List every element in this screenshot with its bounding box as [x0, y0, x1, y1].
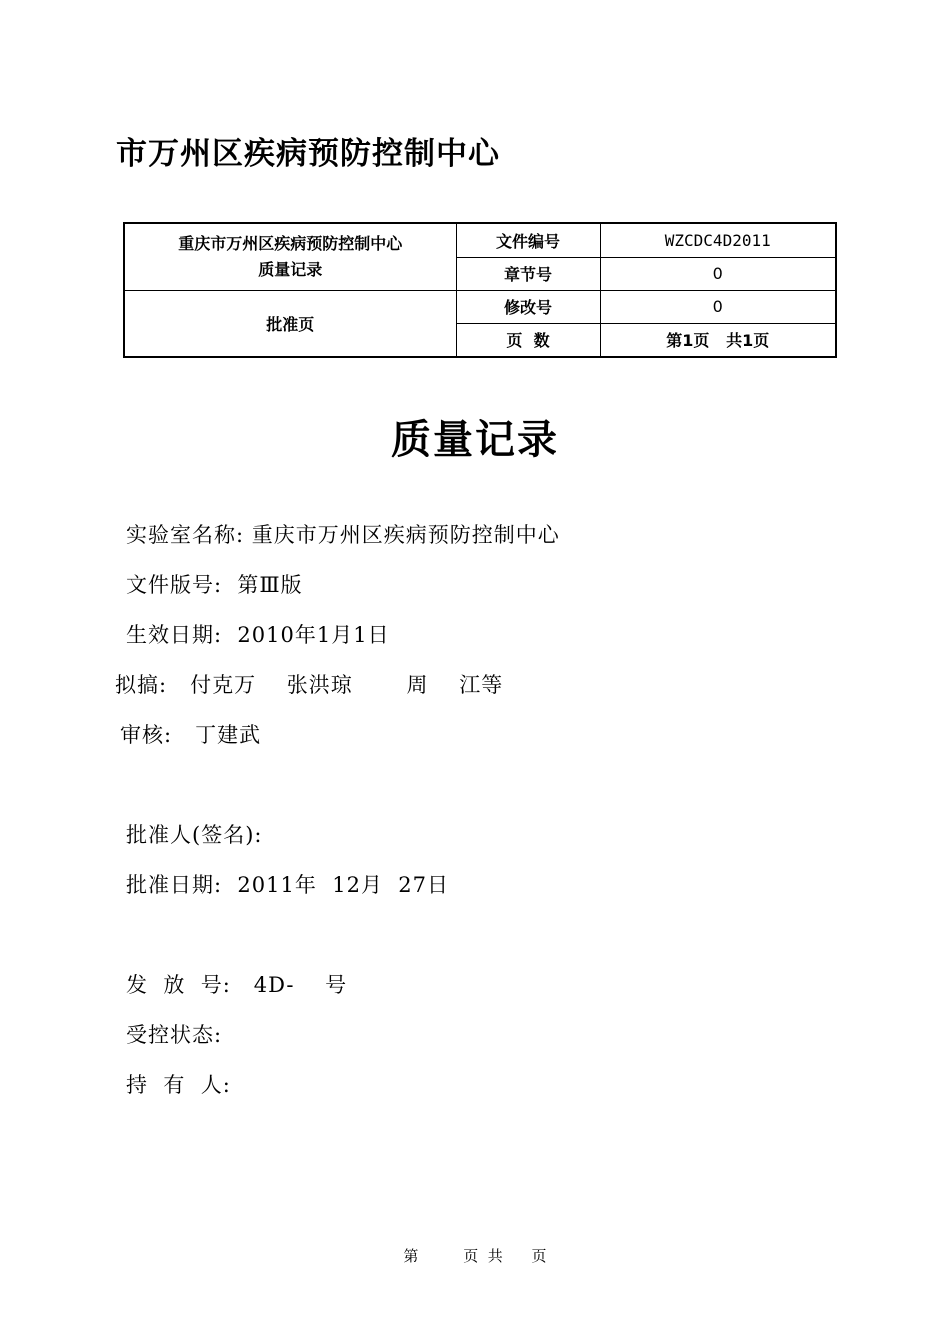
- header-value-file-number: WZCDC4D2011: [600, 223, 836, 257]
- field-control-status: 受控状态:: [126, 1023, 223, 1047]
- footer-page-of: 页 共: [463, 1247, 503, 1265]
- field-approver-signature: 批准人(签名):: [126, 823, 263, 847]
- header-org-cell: [124, 223, 456, 290]
- document-title: 质量记录: [391, 417, 559, 463]
- field-drafted-by: 拟搞: 付克万 张洪琼 周 江等: [115, 673, 504, 697]
- footer-page-end: 页: [531, 1247, 547, 1265]
- field-approval-date: 批准日期: 2011年 12月 27日: [126, 873, 450, 897]
- header-label-pages: 页 数: [456, 323, 600, 357]
- header-value-chapter: 0: [600, 257, 836, 290]
- organization-title: 市万州区疾病预防控制中心: [116, 136, 500, 172]
- field-version: 文件版号: 第Ⅲ版: [126, 573, 303, 597]
- header-value-pages: 第1页 共1页: [600, 323, 836, 357]
- header-label-revision: 修改号: [456, 290, 600, 323]
- header-org-line1: 重庆市万州区疾病预防控制中心: [178, 233, 403, 253]
- field-holder: 持 有 人:: [126, 1073, 231, 1097]
- header-label-file-number: 文件编号: [456, 223, 600, 257]
- field-issue-number: 发 放 号: 4D- 号: [126, 973, 348, 997]
- page-footer: [0, 1245, 950, 1266]
- field-reviewed-by: 审核: 丁建武: [120, 723, 262, 747]
- header-approval-page: 批准页: [124, 290, 456, 357]
- header-value-revision: 0: [600, 290, 836, 323]
- document-header-table: [123, 222, 837, 358]
- field-lab-name: 实验室名称: 重庆市万州区疾病预防控制中心: [126, 523, 560, 547]
- header-label-chapter: 章节号: [456, 257, 600, 290]
- footer-page-label: 第: [403, 1247, 419, 1265]
- header-org-line2: 质量记录: [258, 259, 323, 279]
- field-effective-date: 生效日期: 2010年1月1日: [126, 623, 390, 647]
